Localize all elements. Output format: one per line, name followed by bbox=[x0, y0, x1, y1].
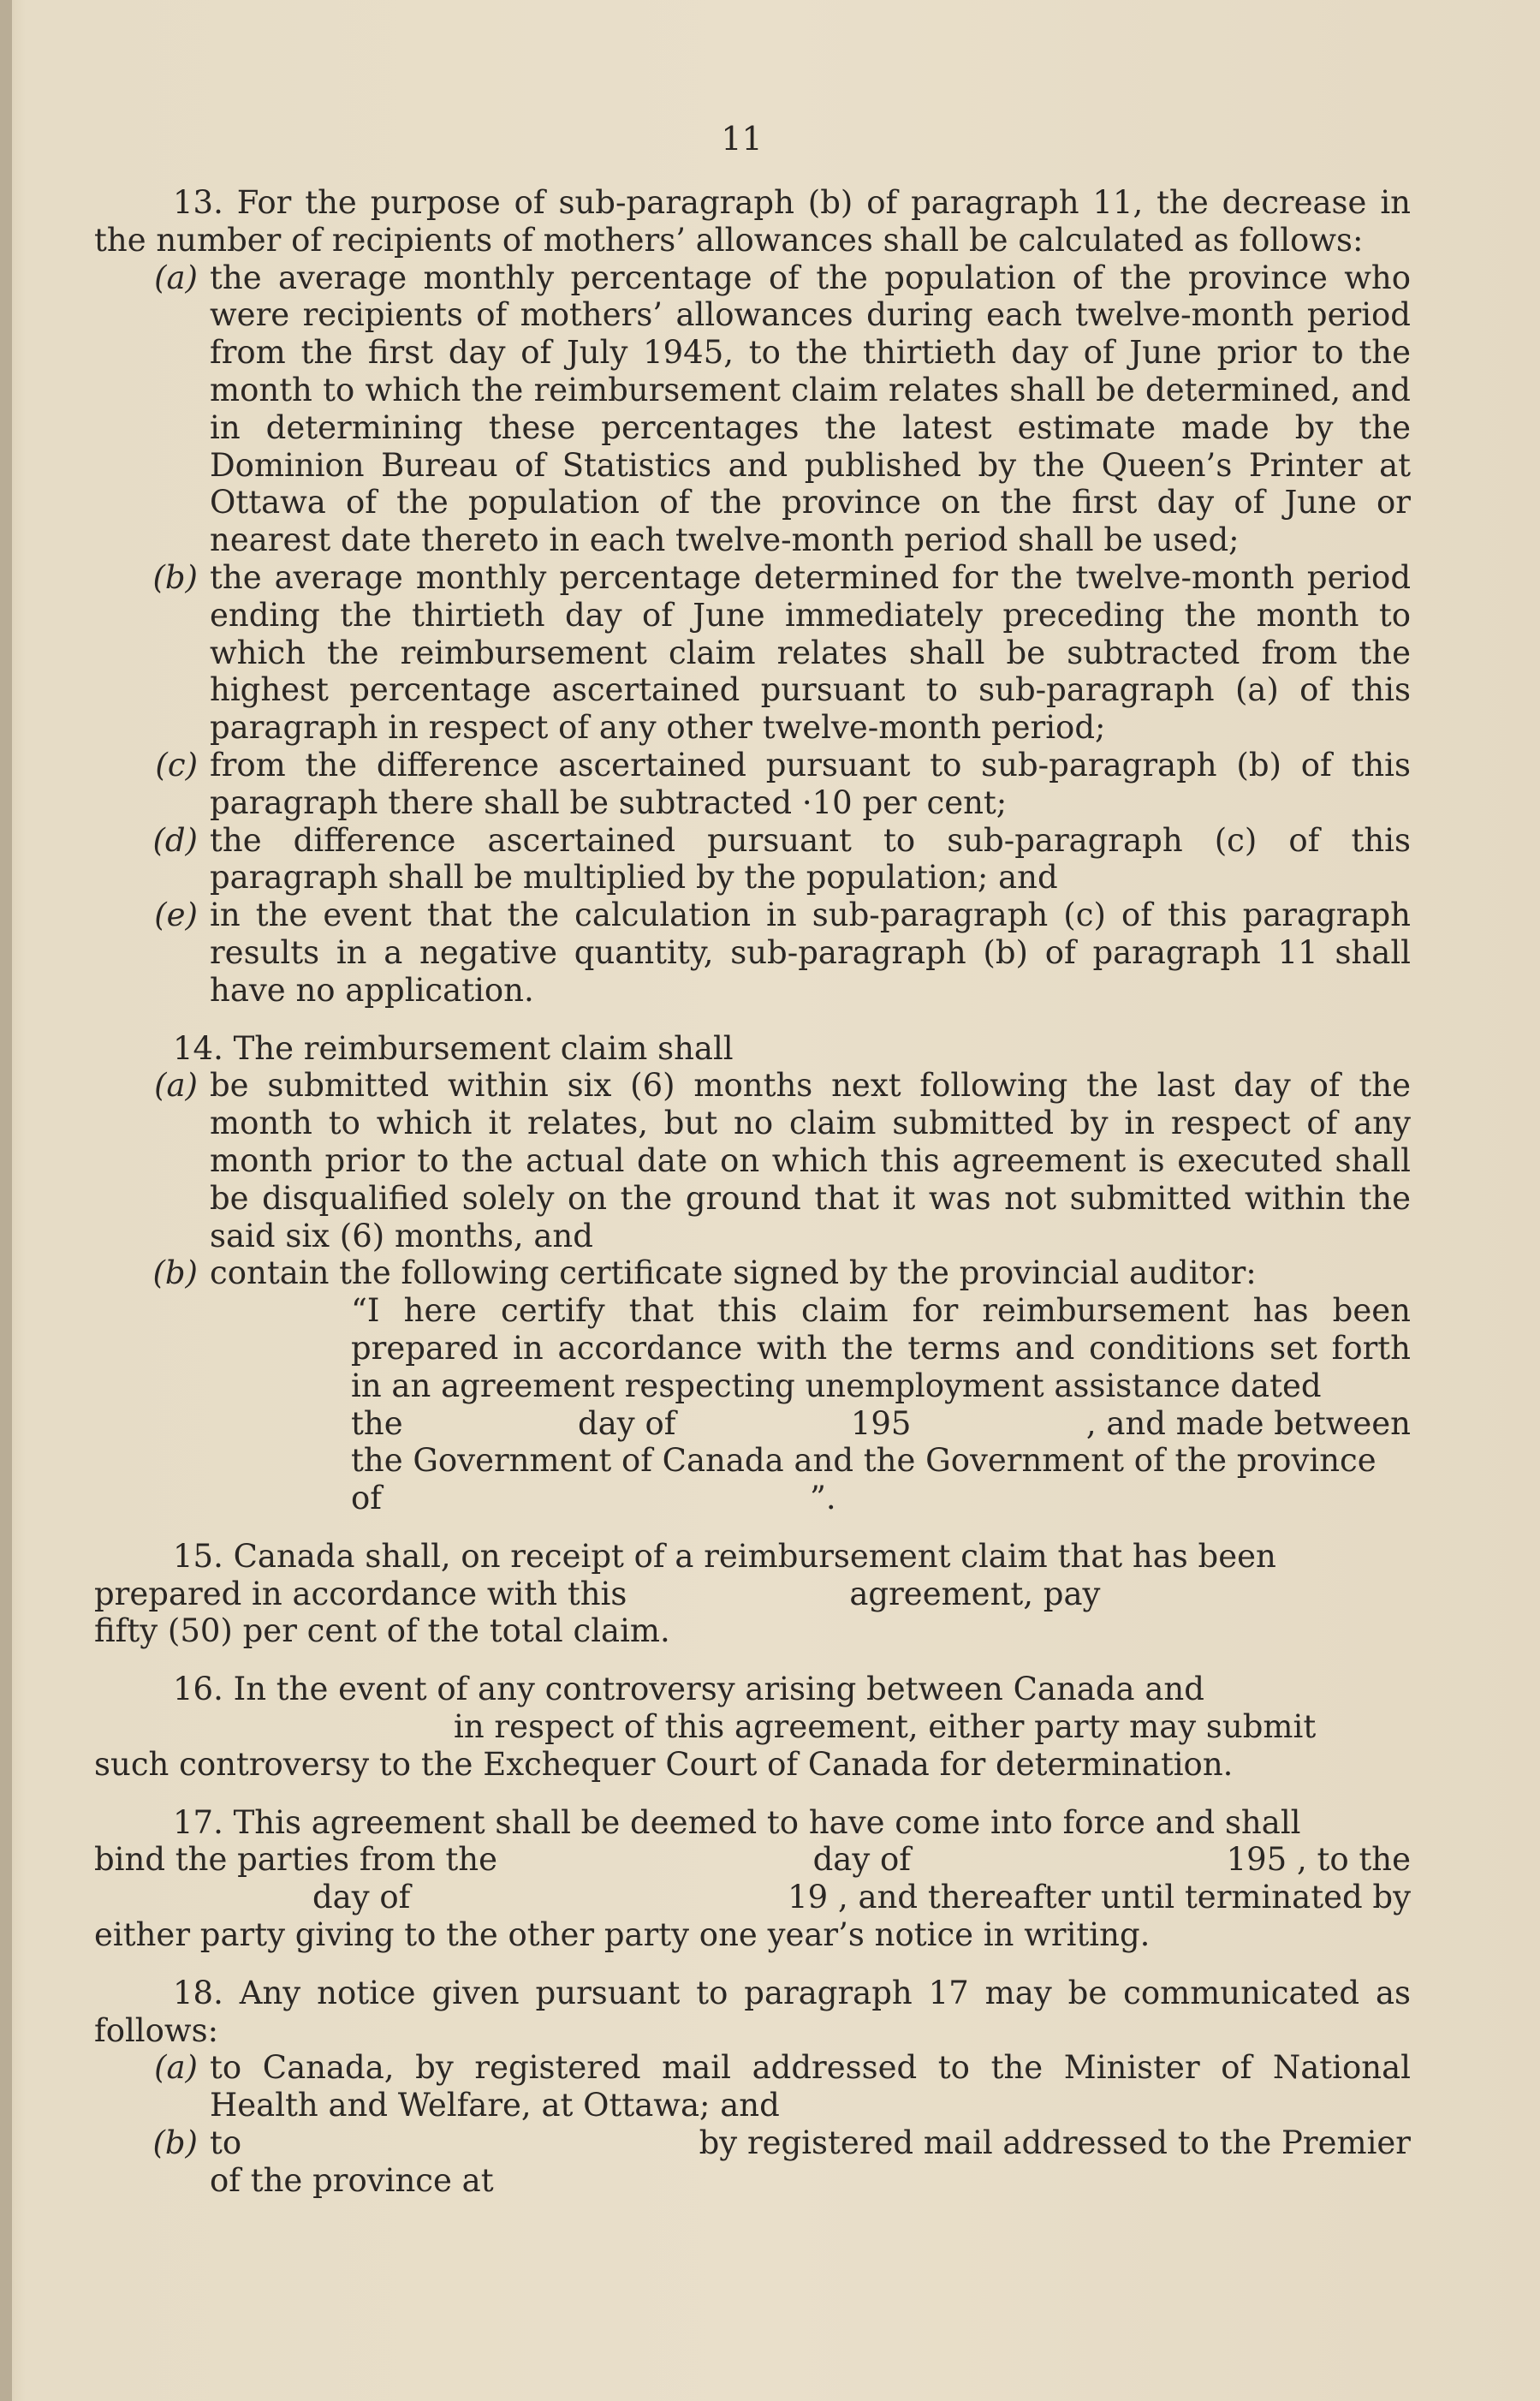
item-text: from the difference ascertained pursuant to sub-paragraph (b) of this paragraph there shall be subtracted ·10 per cent; bbox=[210, 746, 1411, 821]
item-text bbox=[210, 2124, 1411, 2200]
item-label: (c) bbox=[155, 746, 198, 783]
paragraph-14-intro: 14. The reimbursement claim shall bbox=[173, 1029, 734, 1067]
paragraph-17-line-4: either party giving to the other party one year’s notice in writing. bbox=[94, 1916, 1151, 1954]
item-text: to Canada, by registered mail addressed to the Minister of National Health and Welfare, at Ottawa; and bbox=[210, 2049, 1411, 2124]
p18-b-to: to bbox=[210, 2124, 242, 2162]
item-label: (b) bbox=[152, 558, 198, 596]
item-text: contain the following certificate signed by the provincial auditor: bbox=[210, 1254, 1257, 1292]
p18-b-line-2: of the province at bbox=[210, 2161, 494, 2199]
p15-text-b: agreement, pay bbox=[849, 1575, 1101, 1612]
paragraph-15-line-1: 15. Canada shall, on receipt of a reimbursement claim that has been bbox=[173, 1537, 1276, 1575]
certificate-of-line bbox=[94, 1480, 1411, 1517]
p13-item-e bbox=[94, 897, 1411, 1009]
item-text: be submitted within six (6) months next following the last day of the month to which it relates, but no claim submitted by in respect of any month prior to the actual date on which this agreement is executed shall be disqualified solely on the ground that it was not submitted within the said six (6) months, and bbox=[210, 1067, 1411, 1254]
p17-day-of: day of bbox=[812, 1841, 911, 1879]
certificate-date-line bbox=[94, 1405, 1411, 1443]
item-label: (d) bbox=[152, 821, 198, 859]
item-text: the difference ascertained pursuant to sub-paragraph (c) of this paragraph shall be multiplied by the population; and bbox=[210, 821, 1411, 897]
paragraph-15-line-3: fifty (50) per cent of the total claim. bbox=[94, 1612, 670, 1650]
item-label: (a) bbox=[154, 2049, 198, 2087]
p13-item-b bbox=[94, 559, 1411, 747]
p17-day-of-2: day of bbox=[312, 1879, 411, 1916]
p14-item-a bbox=[94, 1067, 1411, 1254]
paragraph-16-line-3: such controversy to the Exchequer Court of Canada for determination. bbox=[94, 1745, 1234, 1783]
item-label: (a) bbox=[154, 259, 198, 296]
certificate-year: 195 bbox=[850, 1404, 912, 1442]
p17-until-terminated: 19 , and thereafter until terminated by bbox=[788, 1879, 1411, 1916]
certificate-made-between: , and made between bbox=[1085, 1404, 1411, 1442]
p15-text-a: prepared in accordance with this bbox=[94, 1575, 627, 1612]
page-edge bbox=[0, 0, 12, 2401]
paragraph-13-intro: 13. For the purpose of sub-paragraph (b) of paragraph 11, the decrease in the number of recipients of mothers’ allowances shall be calculated as follows: bbox=[94, 184, 1411, 259]
paragraph-17-line-1: 17. This agreement shall be deemed to have come into force and shall bbox=[173, 1803, 1301, 1841]
p17-bind-parties: bind the parties from the bbox=[94, 1841, 498, 1879]
p14-item-b bbox=[94, 1254, 1411, 1292]
paragraph-18-intro: 18. Any notice given pursuant to paragraph 17 may be communicated as follows: bbox=[94, 1974, 1411, 2049]
item-text: the average monthly percentage of the population of the province who were recipients of mothers’ allowances during each twelve-month period from the first day of July 1945, to the thirtieth day of June prior to the month to which the reimbursement claim relates shall be determined, and in determining these percentages the latest estimate made by the Dominion Bureau of Statistics and published by the Queen’s Printer at Ottawa of the population of the province on the first day of June or nearest date thereto in each twelve-month period shall be used; bbox=[210, 259, 1411, 559]
paragraph-16-line-1: 16. In the event of any controversy arising between Canada and bbox=[173, 1671, 1204, 1708]
paragraph-15-line-2 bbox=[94, 1576, 1411, 1613]
paragraph-17-line-2 bbox=[94, 1841, 1411, 1879]
certificate-day-of: day of bbox=[578, 1404, 676, 1442]
paragraph-17-line-3 bbox=[94, 1879, 1411, 1916]
p18-item-a bbox=[94, 2049, 1411, 2124]
certificate-of: of bbox=[351, 1480, 382, 1517]
p13-item-d bbox=[94, 822, 1411, 897]
p17-year: 195 , to the bbox=[1226, 1841, 1411, 1879]
item-text: the average monthly percentage determined for the twelve-month period ending the thirtieth day of June immediately preceding the month to which the reimbursement claim relates shall be subtracted from the highest percentage ascertained pursuant to sub-paragraph (a) of this paragraph in respect of any other twelve-month period; bbox=[210, 558, 1411, 747]
item-label: (a) bbox=[154, 1067, 198, 1105]
p18-item-b bbox=[94, 2124, 1411, 2200]
item-label: (b) bbox=[152, 2124, 198, 2162]
p18-b-rest: by registered mail addressed to the Premier bbox=[699, 2124, 1411, 2162]
document-body bbox=[94, 184, 1411, 2200]
certificate-text: “I here certify that this claim for reimbursement has been prepared in accordance with the terms and conditions set forth in an agreement respecting unemployment assistance dated bbox=[351, 1292, 1411, 1404]
certificate-close-quote: ”. bbox=[809, 1480, 836, 1517]
item-label: (e) bbox=[154, 897, 198, 934]
certificate-government: the Government of Canada and the Government of the province bbox=[351, 1442, 1376, 1480]
page-number: 11 bbox=[721, 120, 763, 158]
p13-item-c bbox=[94, 747, 1411, 822]
certificate-the: the bbox=[351, 1404, 403, 1442]
item-label: (b) bbox=[152, 1254, 198, 1292]
p13-item-a bbox=[94, 259, 1411, 559]
paragraph-16-line-2: in respect of this agreement, either party may submit bbox=[454, 1708, 1317, 1746]
item-text: in the event that the calculation in sub-paragraph (c) of this paragraph results in a negative quantity, sub-paragraph (b) of paragraph 11 shall have no application. bbox=[210, 897, 1411, 1009]
